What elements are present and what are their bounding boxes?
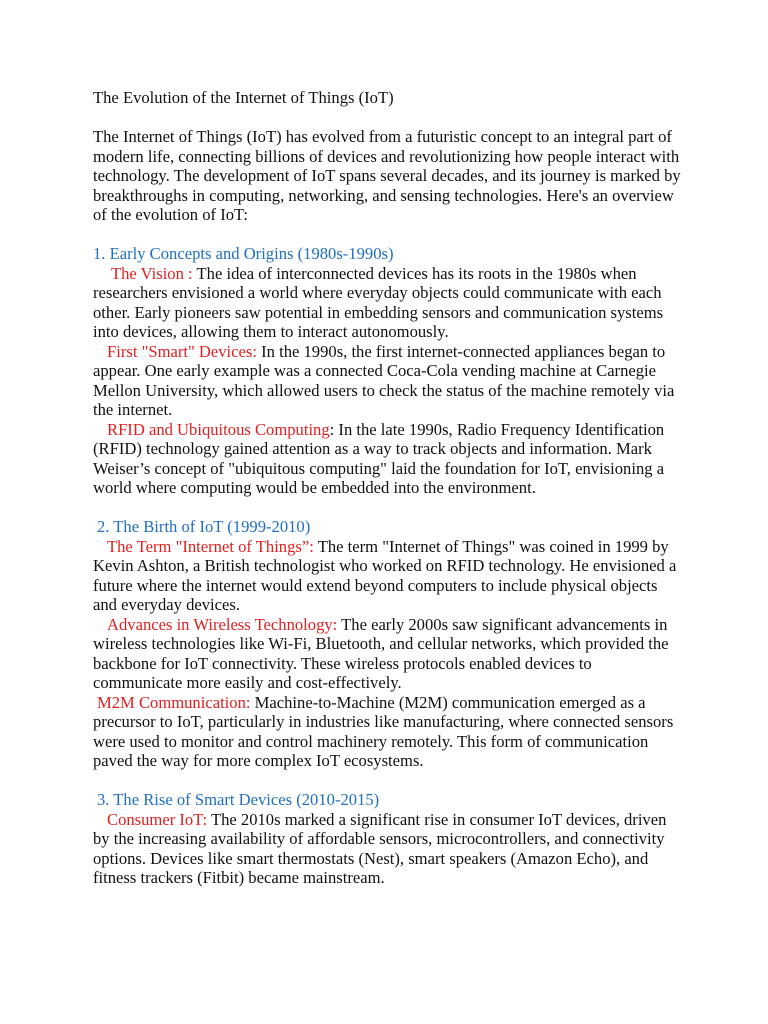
item-first-smart-devices xyxy=(93,342,683,420)
item-term: RFID and Ubiquitous Computing xyxy=(107,419,330,439)
item-term-iot xyxy=(93,537,683,615)
item-text: In the 1990s, the first internet-connected appliances began to appear. One early example was a connected Coca-Cola vending machine at Carnegie Mellon University, which allowed users to check the status of the machine remotely via the internet. xyxy=(93,341,675,419)
item-m2m xyxy=(93,693,683,771)
section-rise-smart-devices xyxy=(93,790,683,888)
item-text: Machine-to-Machine (M2M) communication emerged as a precursor to IoT, particularly in industries like manufacturing, where connected sensors were used to monitor and control machinery remotely. This form of communication paved the way for more complex IoT ecosystems. xyxy=(93,692,674,770)
item-rfid xyxy=(93,420,683,498)
item-term: The Vision : xyxy=(111,263,193,283)
section-heading: 3. The Rise of Smart Devices (2010-2015) xyxy=(97,790,380,809)
item-term: Consumer IoT: xyxy=(107,809,208,829)
item-term: M2M Communication: xyxy=(97,692,251,712)
item-the-vision xyxy=(93,264,683,342)
document-page xyxy=(93,88,683,907)
document-title: The Evolution of the Internet of Things (IoT) xyxy=(93,88,394,107)
item-term: First "Smart" Devices: xyxy=(107,341,257,361)
item-text: : In the late 1990s, Radio Frequency Identification (RFID) technology gained attention as a way to track objects and information. Mark Weiser’s concept of "ubiquitous computing" laid the foundation for IoT, envisioning a world where computing would be embedded into the environment. xyxy=(93,419,665,497)
item-term: The Term "Internet of Things”: xyxy=(107,536,314,556)
intro-paragraph: The Internet of Things (IoT) has evolved from a futuristic concept to an integral part of modern life, connecting billions of devices and revolutionizing how people interact with technology. The development of IoT spans several decades, and its journey is marked by breakthroughs in computing, networking, and sensing technologies. Here's an overview of the evolution of IoT: xyxy=(93,127,681,224)
section-birth-of-iot xyxy=(93,517,683,771)
item-text: The 2010s marked a significant rise in consumer IoT devices, driven by the increasing availability of affordable sensors, microcontrollers, and connectivity options. Devices like smart thermostats (Nest), smart speakers (Amazon Echo), and fitness trackers (Fitbit) became mainstream. xyxy=(93,809,667,887)
item-term: Advances in Wireless Technology: xyxy=(107,614,338,634)
item-wireless-advances xyxy=(93,615,683,693)
item-text: The idea of interconnected devices has its roots in the 1980s when researchers envisioned a world where everyday objects could communicate with each other. Early pioneers saw potential in embedding sensors and communication systems into devices, allowing them to interact autonomously. xyxy=(93,263,664,341)
section-early-concepts xyxy=(93,244,683,498)
section-heading: 1. Early Concepts and Origins (1980s-1990s) xyxy=(93,244,394,263)
item-text: The early 2000s saw significant advancements in wireless technologies like Wi-Fi, Bluetooth, and cellular networks, which provided the backbone for IoT connectivity. These wireless protocols enabled devices to communicate more easily and cost-effectively. xyxy=(93,614,669,692)
section-heading: 2. The Birth of IoT (1999-2010) xyxy=(97,517,311,536)
item-text: The term "Internet of Things" was coined in 1999 by Kevin Ashton, a British technologist who worked on RFID technology. He envisioned a future where the internet would extend beyond computers to include physical objects and everyday devices. xyxy=(93,536,677,614)
item-consumer-iot xyxy=(93,810,683,888)
